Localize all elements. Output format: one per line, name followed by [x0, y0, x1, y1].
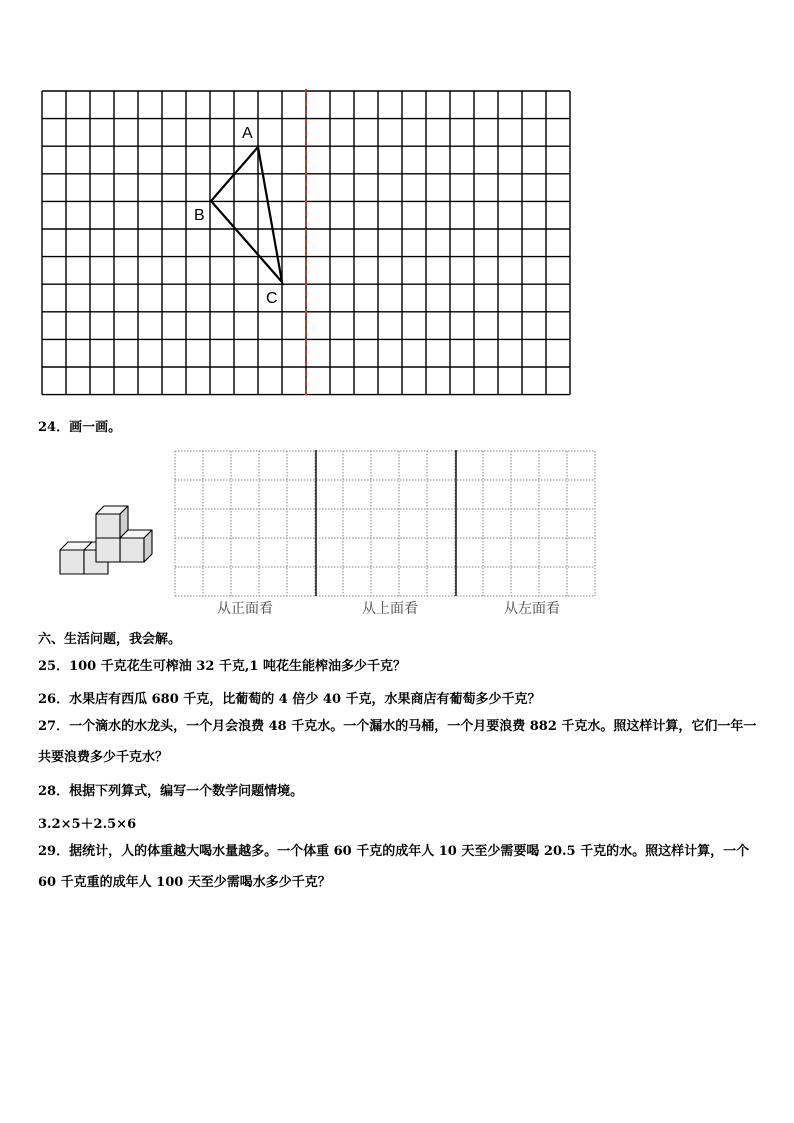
question-24: 24．画一画。	[38, 420, 122, 435]
label-front-view: 从正面看	[217, 601, 273, 617]
triangle-abc	[211, 147, 282, 282]
question-25: 25．100 千克花生可榨油 32 千克,1 吨花生能榨油多少千克？	[38, 659, 406, 674]
label-b: B	[194, 207, 205, 224]
question-27: 27．一个滴水的水龙头，一个月会浪费 48 千克水。一个漏水的马桶，一个月要浪费 882 千克水。照这样计算，它们一年一共要浪费多少千克水？	[38, 719, 757, 765]
label-top-view: 从上面看	[362, 601, 418, 617]
question-28-formula: 3.2×5＋2.5×6	[38, 817, 137, 832]
question-29: 29．据统计，人的体重越大喝水量越多。一个体重 60 千克的成年人 10 天至少需要喝 20.5 千克的水。照这样计算，一个 60 千克重的成年人 100 天至少需喝水多少千克？	[38, 844, 750, 890]
views-grid	[174, 450, 598, 598]
question-26: 26．水果店有西瓜 680 千克，比葡萄的 4 倍少 40 千克，水果商店有葡萄多少千克？	[38, 692, 541, 707]
label-a: A	[242, 125, 253, 142]
label-c: C	[266, 290, 278, 307]
question-28: 28．根据下列算式，编写一个数学问题情境。	[38, 784, 304, 799]
section-6-title: 六、生活问题，我会解。	[38, 632, 182, 647]
label-left-view: 从左面看	[504, 601, 560, 617]
symmetry-grid	[40, 89, 574, 397]
cube-arrangement	[58, 502, 162, 582]
